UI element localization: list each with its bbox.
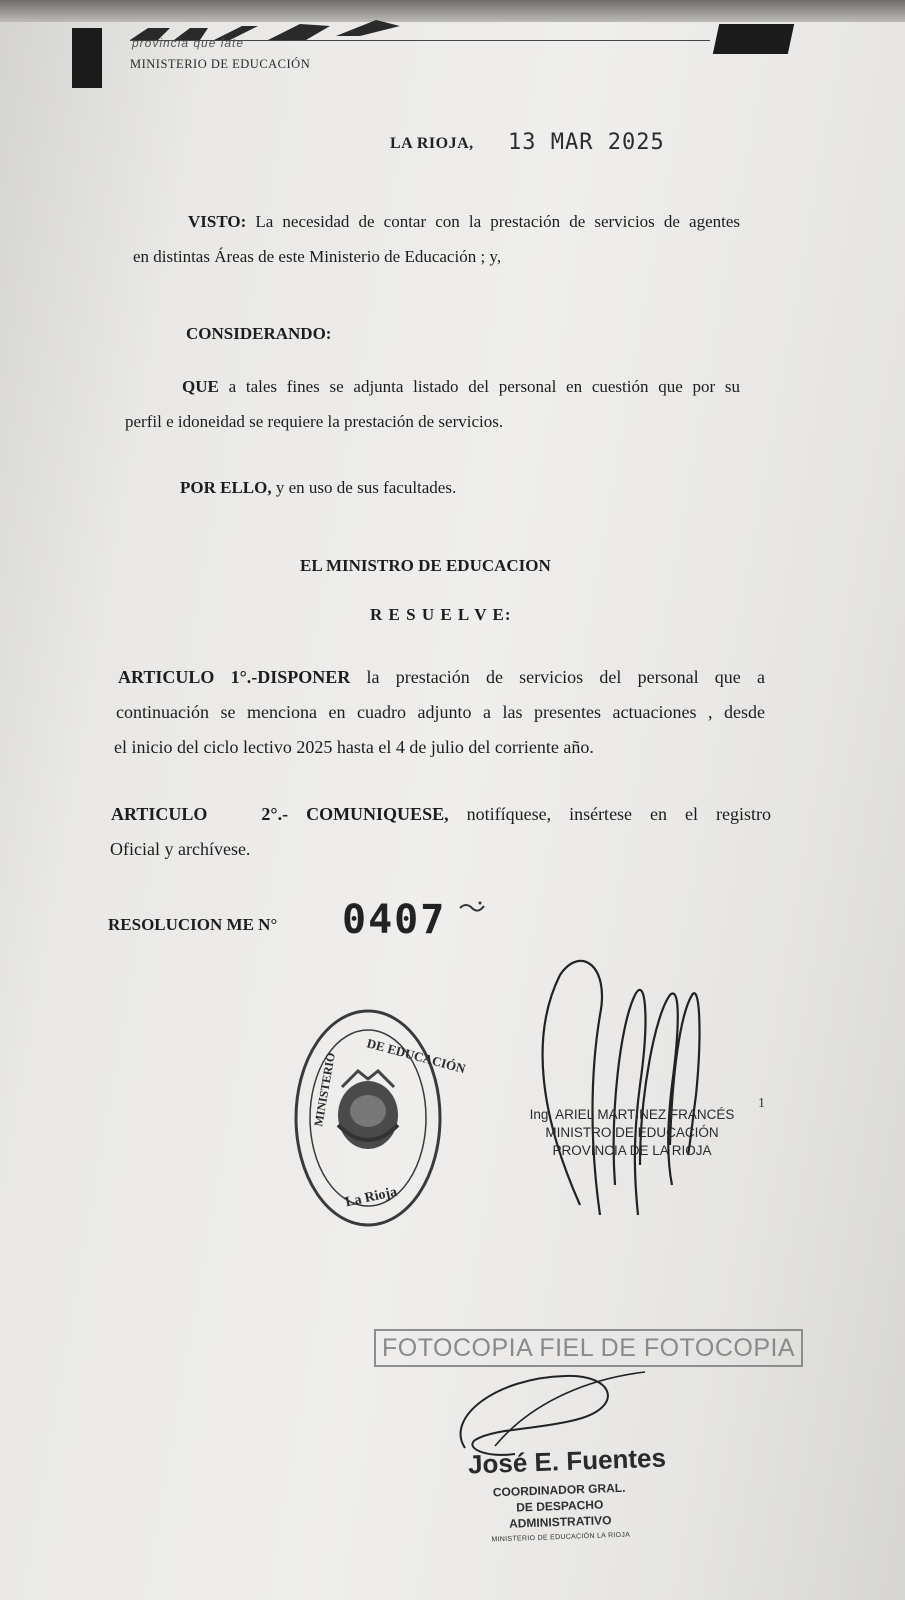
considerando-text-1: a tales fines se adjunta listado del personal en cuestión que por su [228, 377, 740, 396]
que-label: QUE [182, 377, 219, 396]
copy-stamp: FOTOCOPIA FIEL DE FOTOCOPIA [374, 1329, 803, 1367]
minister-signature-icon [520, 955, 740, 1245]
articulo2-line-2: Oficial y archívese. [110, 839, 251, 859]
visto-line-2: en distintas Áreas de este Ministerio de Educación ; y, [133, 247, 502, 266]
date-stamp: 13 MAR 2025 [508, 130, 665, 155]
articulo2-line-1 [111, 797, 771, 831]
signer-title: MINISTRO DE EDUCACIÓN [545, 1125, 719, 1140]
date-place: LA RIOJA, [390, 135, 474, 152]
articulo1-line-3: el inicio del ciclo lectivo 2025 hasta el 4 de julio del corriente año. [114, 737, 594, 757]
considerando-line-2: perfil e idoneidad se requiere la prestación de servicios. [125, 412, 504, 431]
visto-label: VISTO: [188, 212, 247, 231]
considerando-title: CONSIDERANDO: [186, 324, 332, 343]
certifier-line-1: COORDINADOR GRAL. [492, 1480, 626, 1500]
resolucion-label: RESOLUCION ME N° [108, 915, 278, 934]
articulo1-line-1 [118, 660, 765, 694]
logo-tagline: provincia que late [132, 36, 245, 50]
por-ello-label: POR ELLO, [180, 478, 272, 497]
articulo2-text-1: notifíquese, insértese en el registro [466, 804, 772, 824]
articulo1-label: ARTICULO 1°.-DISPONER [118, 667, 351, 687]
visto-line-1 [188, 205, 740, 239]
ministro-title: EL MINISTRO DE EDUCACION [300, 556, 551, 575]
signer-block [512, 1106, 752, 1160]
letterhead-left-bar [72, 28, 102, 88]
ministry-header: MINISTERIO DE EDUCACIÓN [130, 57, 311, 71]
articulo1-text-1: la prestación de servicios del personal que a [366, 667, 765, 687]
certifier-title-block [469, 1479, 651, 1549]
certifier-line-2: DE DESPACHO ADMINISTRATIVO [508, 1497, 612, 1531]
ink-mark-icon [458, 900, 488, 914]
seal-bottom-text: La Rioja [343, 1184, 399, 1211]
considerando-line-1 [182, 370, 740, 404]
por-ello-text: y en uso de sus facultades. [275, 478, 457, 497]
letterhead-right-bar [713, 24, 794, 54]
signer-province: PROVINCIA DE LA RIOJA [552, 1143, 712, 1158]
letterhead-rule [130, 40, 710, 41]
signer-name: Ing. ARIEL MARTÍNEZ FRANCÉS [529, 1107, 735, 1122]
visto-text-1: La necesidad de contar con la prestación de servicios de agentes [255, 212, 741, 231]
articulo2-label: ARTICULO 2°.- COMUNIQUESE, [111, 804, 449, 824]
svg-text:MINISTERIO: MINISTERIO [311, 1051, 338, 1128]
resuelve-title: R E S U E L V E: [370, 605, 512, 624]
certifier-line-3: MINISTERIO DE EDUCACIÓN LA RIOJA [491, 1531, 631, 1544]
certifier-name: José E. Fuentes [467, 1442, 667, 1480]
page-number: 1 [758, 1096, 765, 1111]
resolucion-number: 0407 [342, 897, 447, 943]
articulo1-line-2: continuación se menciona en cuadro adjunto a las presentes actuaciones , desde [116, 702, 765, 722]
por-ello-line [180, 471, 456, 505]
svg-text:DE EDUCACIÓN: DE EDUCACIÓN [365, 1035, 468, 1077]
